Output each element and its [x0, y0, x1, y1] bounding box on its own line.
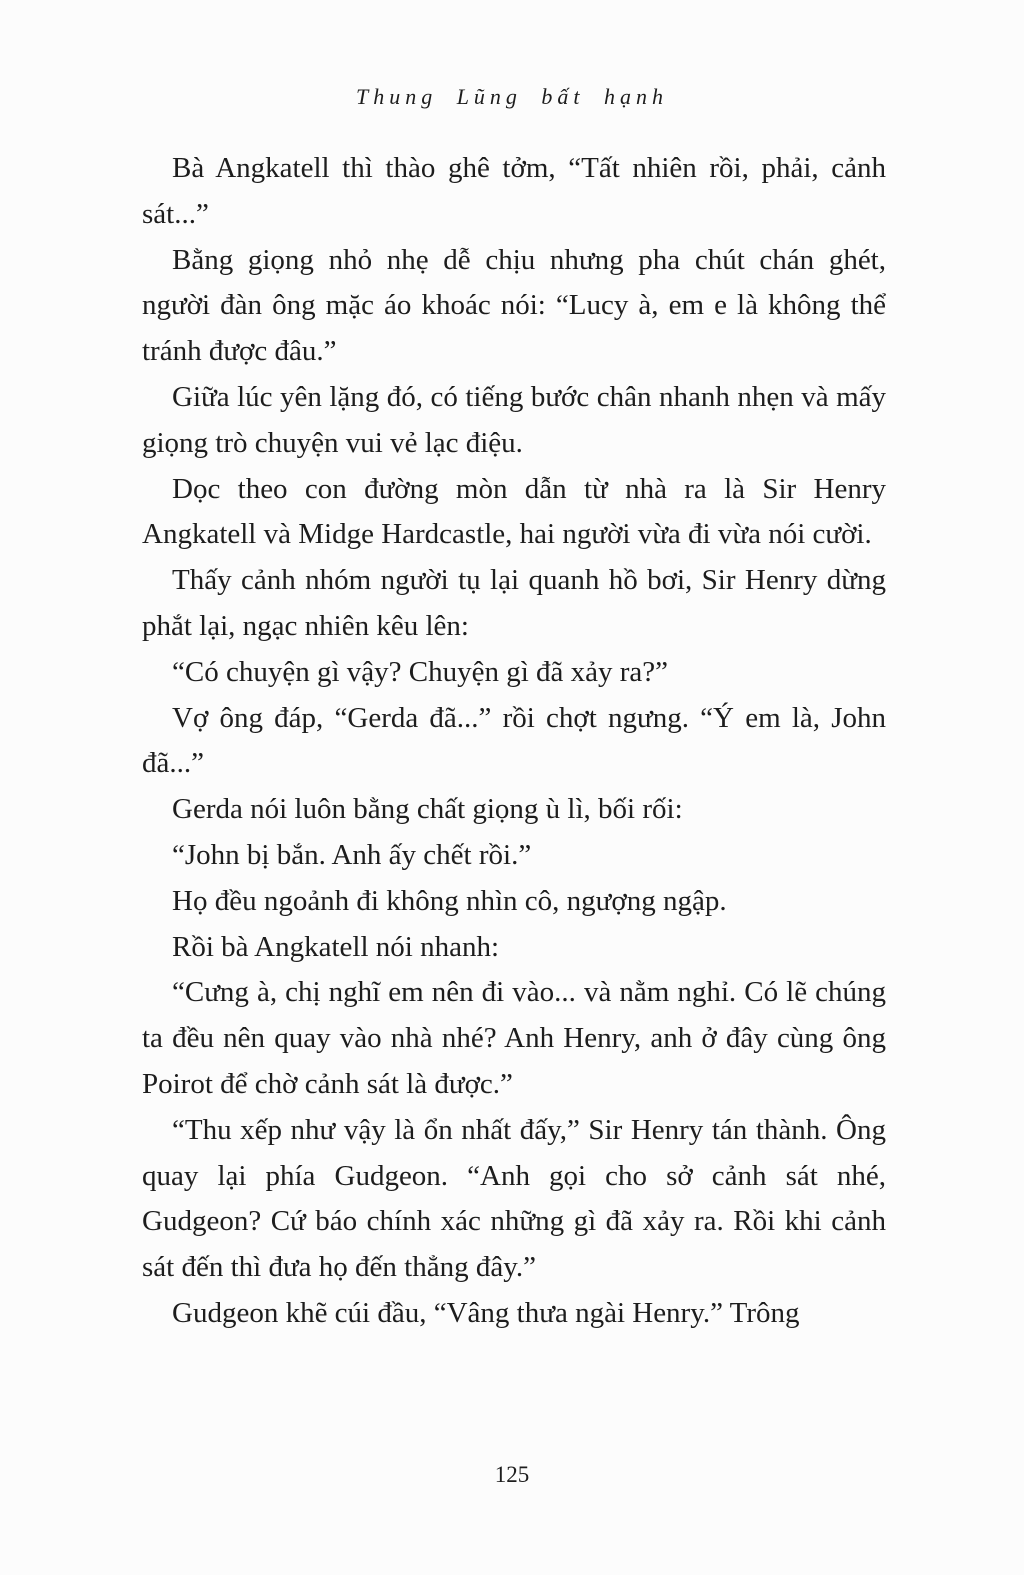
paragraph: Vợ ông đáp, “Gerda đã...” rồi chợt ngưng. “Ý em là, John đã...”	[142, 701, 886, 780]
running-head: Thung Lũng bất hạnh	[355, 84, 669, 109]
paragraph: Giữa lúc yên lặng đó, có tiếng bước chân nhanh nhẹn và mấy giọng trò chuyện vui vẻ lạc điệu.	[142, 380, 886, 459]
paragraph: Bằng giọng nhỏ nhẹ dễ chịu nhưng pha chút chán ghét, người đàn ông mặc áo khoác nói: “Lucy à, em e là không thể tránh được đâu.”	[142, 243, 886, 368]
paragraph: “Thu xếp như vậy là ổn nhất đấy,” Sir Henry tán thành. Ông quay lại phía Gudgeon. “Anh gọi cho sở cảnh sát nhé, Gudgeon? Cứ báo chính xác những gì đã xảy ra. Rồi khi cảnh sát đến thì đưa họ đến thẳng đây.”	[142, 1113, 886, 1284]
paragraph: “John bị bắn. Anh ấy chết rồi.”	[172, 838, 532, 871]
paragraph: Họ đều ngoảnh đi không nhìn cô, ngượng ngập.	[172, 884, 727, 917]
paragraph: “Có chuyện gì vậy? Chuyện gì đã xảy ra?”	[172, 655, 669, 688]
paragraph: Gudgeon khẽ cúi đầu, “Vâng thưa ngài Henry.” Trông	[172, 1296, 800, 1329]
page-body	[142, 146, 886, 1337]
paragraph: “Cưng à, chị nghĩ em nên đi vào... và nằm nghỉ. Có lẽ chúng ta đều nên quay vào nhà nhé? Anh Henry, anh ở đây cùng ông Poirot để chờ cảnh sát là được.”	[142, 976, 886, 1100]
paragraph: Dọc theo con đường mòn dẫn từ nhà ra là Sir Henry Angkatell và Midge Hardcastle, hai người vừa đi vừa nói cười.	[142, 472, 886, 551]
paragraph: Rồi bà Angkatell nói nhanh:	[172, 930, 500, 963]
paragraph: Bà Angkatell thì thào ghê tởm, “Tất nhiên rồi, phải, cảnh sát...”	[142, 152, 886, 230]
page-number: 125	[494, 1462, 530, 1487]
paragraph: Thấy cảnh nhóm người tụ lại quanh hồ bơi, Sir Henry dừng phắt lại, ngạc nhiên kêu lên:	[142, 564, 886, 642]
paragraph: Gerda nói luôn bằng chất giọng ù lì, bối rối:	[172, 793, 683, 826]
